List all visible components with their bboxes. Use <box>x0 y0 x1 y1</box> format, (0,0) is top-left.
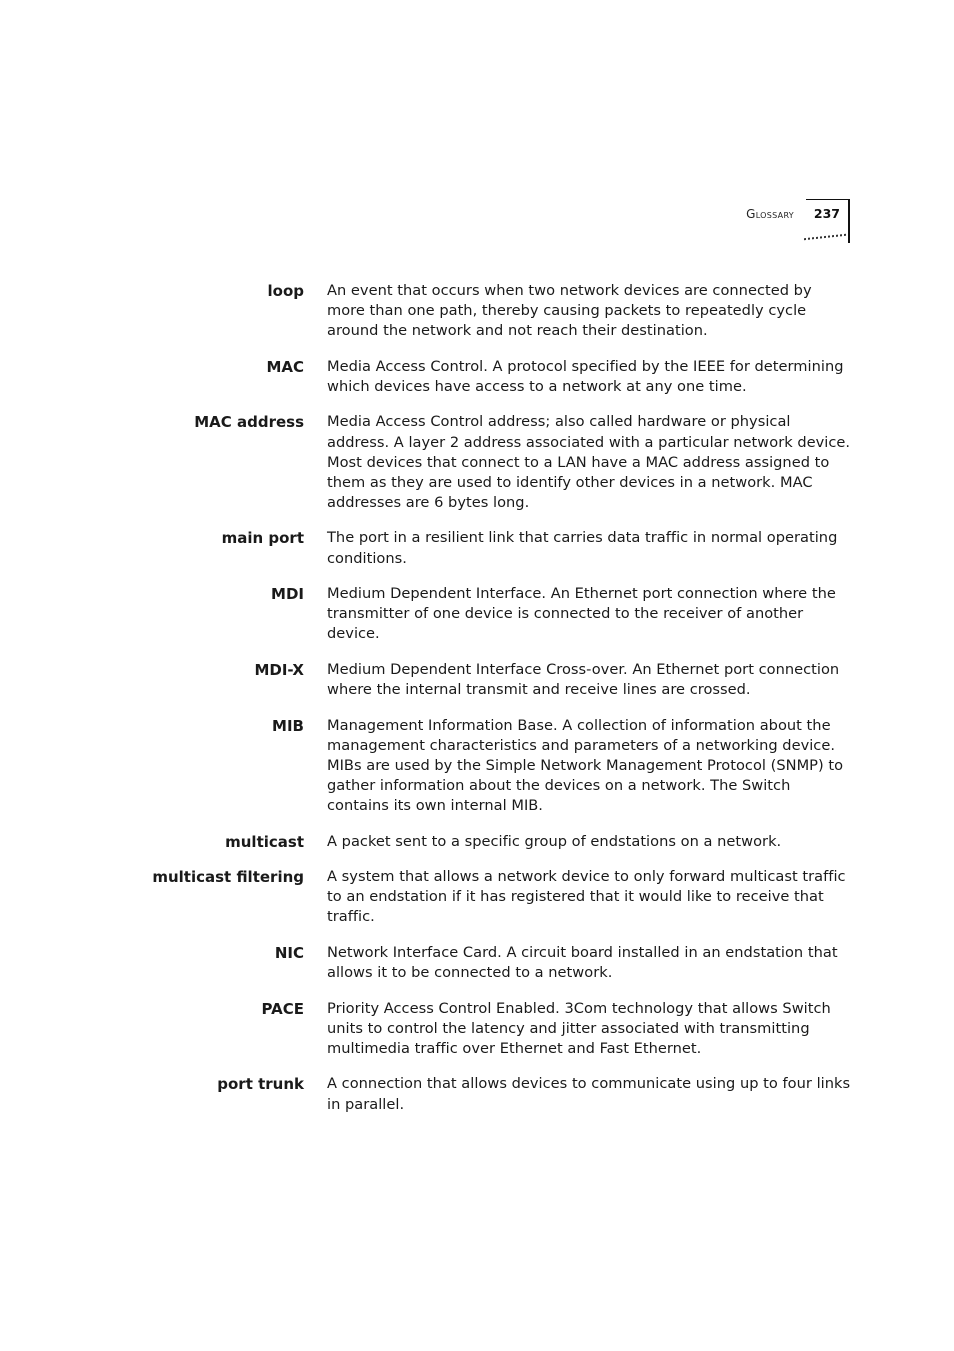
glossary-term: MDI <box>271 585 304 604</box>
glossary-entry-mdi-x <box>0 660 954 700</box>
glossary-entry-mdi <box>0 584 954 644</box>
glossary-definition: A connection that allows devices to communicate using up to four links in parallel. <box>327 1075 851 1113</box>
glossary-term: NIC <box>274 943 304 962</box>
glossary-definition: Priority Access Control Enabled. 3Com technology that allows Switch units to control the latency and jitter associated with transmitting multimedia traffic over Ethernet and Fast Ethernet. <box>327 999 831 1057</box>
glossary-definition: Medium Dependent Interface Cross-over. An Ethernet port connection where the internal transmit and receive lines are crossed. <box>327 660 840 698</box>
glossary-entry-pace <box>0 999 954 1059</box>
header-top-rule <box>806 199 850 200</box>
glossary-entry-multicast-filtering <box>0 867 954 927</box>
glossary-entry-multicast <box>0 832 954 852</box>
glossary-entry-nic <box>0 943 954 983</box>
glossary-definition: Network Interface Card. A circuit board installed in an endstation that allows it to be connected to a network. <box>327 943 838 982</box>
glossary-entry-mac <box>0 357 954 397</box>
glossary-definition: Media Access Control address; also called hardware or physical address. A layer 2 address associated with a particular network device. Most devices that connect to a LAN have a MAC address assigned to them as they are used to identify other devices in a network. MAC addresses are 6 bytes long. <box>327 413 851 511</box>
glossary-term: multicast filtering <box>152 868 304 887</box>
glossary-term: port trunk <box>217 1075 304 1094</box>
header-vertical-rule <box>848 199 850 243</box>
glossary-definition: Medium Dependent Interface. An Ethernet port connection where the transmitter of one device is connected to the receiver of another device. <box>327 585 836 643</box>
section-name: Glossary <box>746 207 794 221</box>
header-dotted-flourish <box>804 226 846 240</box>
glossary-definition: A system that allows a network device to only forward multicast traffic to an endstation if it has registered that it would like to receive that traffic. <box>327 868 846 926</box>
glossary-term: MAC <box>266 357 304 376</box>
glossary-term: MAC address <box>194 413 304 432</box>
glossary-term: MIB <box>272 716 304 735</box>
glossary-entry-mib <box>0 716 954 816</box>
glossary-term: MDI-X <box>254 660 304 679</box>
running-header <box>700 199 850 243</box>
page-number: 237 <box>813 206 840 221</box>
glossary-definition: Management Information Base. A collection of information about the management characteristics and parameters of a networking device. MIBs are used by the Simple Network Management Protocol (SNMP) to gather information about the devices on a network. The Switch contains its own internal MIB. <box>327 716 844 814</box>
glossary-term: loop <box>267 282 304 300</box>
glossary-term: PACE <box>261 999 304 1018</box>
glossary-term: multicast <box>225 832 304 851</box>
glossary-term: main port <box>221 529 304 548</box>
glossary-definition: A packet sent to a specific group of endstations on a network. <box>327 832 782 850</box>
glossary-definition: Media Access Control. A protocol specified by the IEEE for determining which devices have access to a network at any one time. <box>327 357 844 395</box>
glossary-list <box>0 281 954 1130</box>
glossary-entry-port-trunk <box>0 1074 954 1114</box>
glossary-definition: An event that occurs when two network devices are connected by more than one path, thereby causing packets to repeatedly cycle around the network and not reach their destination. <box>327 282 812 340</box>
glossary-entry-main-port <box>0 528 954 568</box>
glossary-definition: The port in a resilient link that carries data traffic in normal operating conditions. <box>327 529 838 567</box>
glossary-entry-mac-address <box>0 412 954 512</box>
glossary-entry-loop <box>0 281 954 341</box>
